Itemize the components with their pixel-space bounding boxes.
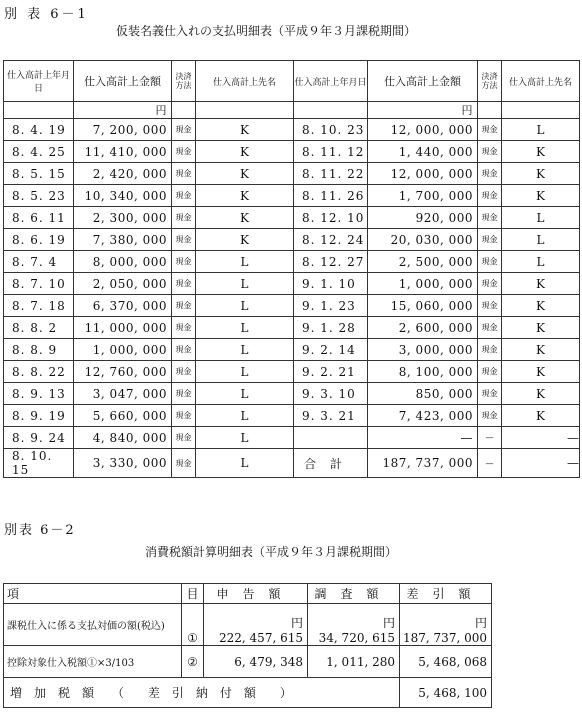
vendor-cell: K [502, 405, 580, 427]
method-cell: 現金 [172, 405, 196, 427]
date-cell: 8. 4. 19 [4, 119, 74, 141]
unit-label: 円 [382, 616, 395, 630]
amount-cell: 2, 300, 000 [74, 207, 172, 229]
vendor-cell: K [196, 141, 294, 163]
date-cell: 8. 12. 27 [294, 251, 368, 273]
vendor-cell: K [196, 185, 294, 207]
amount-cell: 3, 000, 000 [368, 339, 478, 361]
method-cell: 現金 [478, 207, 502, 229]
amount-cell: 7, 423, 000 [368, 405, 478, 427]
table-row [4, 273, 580, 295]
method-cell: 現金 [478, 383, 502, 405]
method-cell: 現金 [478, 405, 502, 427]
vendor-cell: K [502, 339, 580, 361]
table-row [4, 119, 580, 141]
payment-detail-table [3, 60, 580, 478]
header-amount: 仕入高計上金額 [368, 61, 478, 102]
row-desc: 控除対象仕入税額①×3/103 [4, 646, 182, 678]
amount-cell: 8, 000, 000 [74, 251, 172, 273]
amount-cell: 2, 050, 000 [74, 273, 172, 295]
vendor-cell: K [196, 229, 294, 251]
cell [196, 102, 294, 119]
amount-cell: 4, 840, 000 [74, 427, 172, 449]
vendor-cell: K [502, 163, 580, 185]
vendor-cell: K [502, 273, 580, 295]
method-cell: 現金 [172, 339, 196, 361]
vendor-cell: K [502, 295, 580, 317]
table-row [4, 449, 580, 478]
date-cell: 8. 8. 2 [4, 317, 74, 339]
vendor-cell: K [502, 185, 580, 207]
vendor-cell: L [196, 361, 294, 383]
table-row [4, 295, 580, 317]
method-cell: 現金 [478, 119, 502, 141]
vendor-cell: L [196, 339, 294, 361]
table-row [4, 185, 580, 207]
vendor-cell: K [502, 361, 580, 383]
date-cell: 8. 11. 26 [294, 185, 368, 207]
method-cell: 現金 [172, 251, 196, 273]
diff-value: 187, 737, 000 [403, 631, 487, 645]
amount-cell: 12, 000, 000 [368, 119, 478, 141]
cell [502, 102, 580, 119]
sheet1-label: 別 表 6－1 [4, 7, 89, 22]
method-cell: 現金 [172, 449, 196, 478]
diff-cell [400, 604, 492, 646]
amount-cell: 20, 030, 000 [368, 229, 478, 251]
table-row [4, 251, 580, 273]
method-cell: 現金 [478, 317, 502, 339]
vendor-cell: K [196, 163, 294, 185]
final-row [4, 678, 492, 708]
table-header-row [4, 584, 492, 604]
header-date: 仕入高計上年月日 [4, 61, 74, 102]
vendor-cell: K [502, 383, 580, 405]
date-cell: 8. 8. 22 [4, 361, 74, 383]
amount-cell: 3, 047, 000 [74, 383, 172, 405]
vendor-cell: L [196, 383, 294, 405]
method-cell: 現金 [478, 295, 502, 317]
vendor-cell: K [196, 207, 294, 229]
amount-cell: 8, 100, 000 [368, 361, 478, 383]
method-cell: 現金 [172, 185, 196, 207]
final-value: 5, 468, 100 [400, 678, 492, 708]
date-cell: 8. 10. 15 [4, 449, 74, 478]
amount-cell: 12, 000, 000 [368, 163, 478, 185]
unit-cell: 円 [368, 102, 478, 119]
vendor-cell: L [502, 207, 580, 229]
date-cell: 8. 7. 4 [4, 251, 74, 273]
method-cell: 現金 [172, 207, 196, 229]
amount-cell: 5, 660, 000 [74, 405, 172, 427]
final-label: 増 加 税 額 [10, 686, 95, 700]
unit-label: 円 [474, 616, 487, 630]
final-paren: （ 差 引 納 付 額 ） [111, 686, 292, 700]
amount-cell: 1, 000, 000 [74, 339, 172, 361]
sheet2-title: 消費税額計算明細表（平成９年３月課税期間） [145, 545, 398, 559]
table-row [4, 604, 492, 646]
declared-cell [204, 604, 308, 646]
date-cell [294, 427, 368, 449]
amount-cell: 11, 410, 000 [74, 141, 172, 163]
table-row [4, 141, 580, 163]
date-cell: 9. 3. 21 [294, 405, 368, 427]
header-declared: 申告額 [204, 584, 308, 604]
date-cell: 9. 2. 14 [294, 339, 368, 361]
date-cell: 8. 9. 24 [4, 427, 74, 449]
date-cell: 8. 5. 23 [4, 185, 74, 207]
amount-cell: 2, 500, 000 [368, 251, 478, 273]
amount-cell: 1, 440, 000 [368, 141, 478, 163]
audited-value: 34, 720, 615 [318, 631, 395, 645]
method-cell: 現金 [172, 141, 196, 163]
method-cell: 現金 [478, 141, 502, 163]
vendor-cell: L [196, 449, 294, 478]
method-cell: 現金 [478, 361, 502, 383]
diff-value: 5, 468, 068 [400, 646, 492, 678]
sheet1-title: 仮装名義仕入れの支払明細表（平成９年３月課税期間） [116, 24, 417, 38]
cell [478, 102, 502, 119]
table-row [4, 317, 580, 339]
method-cell: 現金 [478, 229, 502, 251]
method-cell: 現金 [172, 361, 196, 383]
method-cell: 現金 [172, 295, 196, 317]
vendor-cell: K [196, 119, 294, 141]
vendor-cell: — [502, 449, 580, 478]
amount-cell: 11, 000, 000 [74, 317, 172, 339]
row-num: ② [182, 646, 204, 678]
method-cell: 現金 [172, 273, 196, 295]
amount-cell: — [368, 427, 478, 449]
method-cell: 現金 [172, 383, 196, 405]
header-method: 決済方法 [478, 61, 502, 102]
method-cell: 現金 [478, 273, 502, 295]
date-cell: 8. 11. 22 [294, 163, 368, 185]
method-cell: — [478, 427, 502, 449]
amount-cell: 7, 200, 000 [74, 119, 172, 141]
date-cell: 8. 10. 23 [294, 119, 368, 141]
amount-cell: 12, 760, 000 [74, 361, 172, 383]
vendor-cell: K [502, 141, 580, 163]
vendor-cell: L [196, 405, 294, 427]
table-row [4, 646, 492, 678]
audited-cell [308, 604, 400, 646]
date-cell: 8. 4. 25 [4, 141, 74, 163]
amount-cell: 187, 737, 000 [368, 449, 478, 478]
amount-cell: 3, 330, 000 [74, 449, 172, 478]
method-cell: 現金 [172, 229, 196, 251]
date-cell: 合計 [294, 449, 368, 478]
sheet2-label: 別表 6－2 [4, 523, 76, 538]
amount-cell: 850, 000 [368, 383, 478, 405]
amount-cell: 1, 700, 000 [368, 185, 478, 207]
date-cell: 9. 2. 21 [294, 361, 368, 383]
declared-value: 222, 457, 615 [219, 631, 303, 645]
date-cell: 8. 8. 9 [4, 339, 74, 361]
method-cell: 現金 [478, 163, 502, 185]
vendor-cell: L [502, 229, 580, 251]
method-cell: 現金 [478, 185, 502, 207]
row-desc: 課税仕入に係る支払対価の額(税込) [4, 604, 182, 646]
vendor-cell: K [502, 317, 580, 339]
table-row [4, 383, 580, 405]
date-cell: 9. 1. 23 [294, 295, 368, 317]
vendor-cell: L [196, 317, 294, 339]
unit-cell: 円 [74, 102, 172, 119]
date-cell: 8. 5. 15 [4, 163, 74, 185]
table-row [4, 229, 580, 251]
vendor-cell: L [196, 273, 294, 295]
date-cell: 9. 3. 10 [294, 383, 368, 405]
unit-label: 円 [290, 616, 303, 630]
declared-value: 6, 479, 348 [204, 646, 308, 678]
amount-cell: 7, 380, 000 [74, 229, 172, 251]
amount-cell: 920, 000 [368, 207, 478, 229]
amount-cell: 2, 600, 000 [368, 317, 478, 339]
date-cell: 8. 7. 18 [4, 295, 74, 317]
header-method: 決済方法 [172, 61, 196, 102]
amount-cell: 6, 370, 000 [74, 295, 172, 317]
unit-row [4, 102, 580, 119]
tax-calculation-table [3, 583, 492, 708]
date-cell: 8. 12. 24 [294, 229, 368, 251]
header-audited: 調査額 [308, 584, 400, 604]
vendor-cell: L [502, 119, 580, 141]
method-cell: 現金 [172, 119, 196, 141]
final-label-cell [4, 678, 400, 708]
row-num: ① [182, 604, 204, 646]
vendor-cell: L [196, 295, 294, 317]
audited-value: 1, 011, 280 [308, 646, 400, 678]
header-vendor: 仕入高計上先名 [502, 61, 580, 102]
table-header-row [4, 61, 580, 102]
table-row [4, 339, 580, 361]
method-cell: 現金 [478, 251, 502, 273]
header-amount: 仕入高計上金額 [74, 61, 172, 102]
method-cell: — [478, 449, 502, 478]
amount-cell: 15, 060, 000 [368, 295, 478, 317]
date-cell: 9. 1. 10 [294, 273, 368, 295]
header-item-mark: 目 [182, 584, 204, 604]
date-cell: 8. 6. 19 [4, 229, 74, 251]
table-row [4, 361, 580, 383]
date-cell: 8. 9. 13 [4, 383, 74, 405]
method-cell: 現金 [172, 163, 196, 185]
table-row [4, 207, 580, 229]
method-cell: 現金 [172, 427, 196, 449]
vendor-cell: L [502, 251, 580, 273]
table-row [4, 427, 580, 449]
header-diff: 差引額 [400, 584, 492, 604]
date-cell: 8. 9. 19 [4, 405, 74, 427]
date-cell: 8. 7. 10 [4, 273, 74, 295]
vendor-cell: L [196, 427, 294, 449]
amount-cell: 10, 340, 000 [74, 185, 172, 207]
table-row [4, 405, 580, 427]
cell [4, 102, 74, 119]
header-date: 仕入高計上年月日 [294, 61, 368, 102]
vendor-cell: L [196, 251, 294, 273]
date-cell: 9. 1. 28 [294, 317, 368, 339]
cell [294, 102, 368, 119]
date-cell: 8. 6. 11 [4, 207, 74, 229]
header-vendor: 仕入高計上先名 [196, 61, 294, 102]
amount-cell: 2, 420, 000 [74, 163, 172, 185]
table-row [4, 163, 580, 185]
date-cell: 8. 11. 12 [294, 141, 368, 163]
amount-cell: 1, 000, 000 [368, 273, 478, 295]
method-cell: 現金 [172, 317, 196, 339]
date-cell: 8. 12. 10 [294, 207, 368, 229]
vendor-cell: — [502, 427, 580, 449]
method-cell: 現金 [478, 339, 502, 361]
header-item: 項 [4, 584, 182, 604]
cell [172, 102, 196, 119]
